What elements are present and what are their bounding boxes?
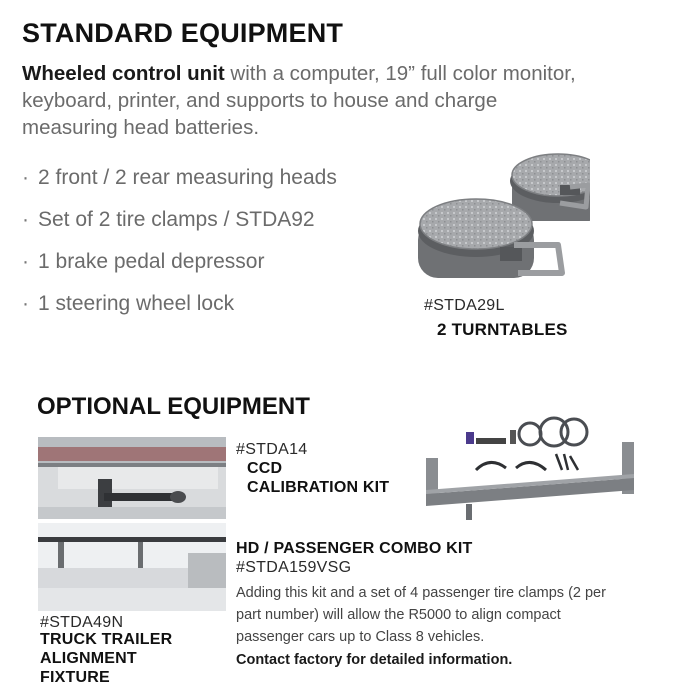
trailer-fixture-photo-1: [38, 437, 226, 519]
bullet-icon: ·: [22, 208, 29, 231]
standard-items-list: [22, 162, 337, 330]
turntables-image: [410, 145, 590, 295]
list-item-text: Set of 2 tire clamps / STDA92: [38, 208, 315, 231]
bullet-icon: ·: [22, 250, 29, 273]
bullet-icon: ·: [22, 292, 29, 315]
calibration-kit-image: [418, 412, 648, 522]
optional-equipment-title: OPTIONAL EQUIPMENT: [37, 393, 310, 420]
list-item-text: 2 front / 2 rear measuring heads: [38, 166, 337, 189]
list-item: [22, 204, 337, 246]
trailer-fixture-label-line1: TRUCK TRAILER: [40, 631, 173, 648]
combo-kit-description: Adding this kit and a set of 4 passenger tire clamps (2 per part number) will allow the R5000 to align compact passenger cars up to Class 8 vehicles.: [236, 585, 606, 645]
trailer-fixture-photo-2: [38, 523, 226, 611]
turntables-label: 2 TURNTABLES: [437, 320, 568, 339]
turntables-part-number: #STDA29L: [424, 297, 505, 314]
combo-kit-title: HD / PASSENGER COMBO KIT: [236, 540, 473, 557]
trailer-fixture-label-line2: ALIGNMENT: [40, 650, 137, 667]
control-unit-details: with a computer, 19” full color monitor, keyboard, printer, and supports to house and charge measuring head batteries.: [22, 62, 576, 139]
combo-kit-part-number: #STDA159VSG: [236, 559, 352, 576]
bullet-icon: ·: [22, 166, 29, 189]
trailer-fixture-part-number: #STDA49N: [40, 614, 124, 631]
list-item: [22, 162, 337, 204]
ccd-kit-label-line1: CCD: [247, 460, 283, 477]
ccd-kit-part-number: #STDA14: [236, 441, 308, 458]
contact-factory-note: Contact factory for detailed information.: [236, 652, 513, 668]
ccd-kit-label-line2: CALIBRATION KIT: [247, 479, 390, 496]
control-unit-label: Wheeled control unit: [22, 62, 225, 85]
standard-equipment-title: STANDARD EQUIPMENT: [22, 18, 344, 48]
trailer-fixture-label-line3: FIXTURE: [40, 669, 110, 686]
list-item: [22, 288, 337, 330]
list-item-text: 1 brake pedal depressor: [38, 250, 265, 273]
list-item-text: 1 steering wheel lock: [38, 292, 235, 315]
control-unit-description: [22, 60, 582, 141]
list-item: [22, 246, 337, 288]
